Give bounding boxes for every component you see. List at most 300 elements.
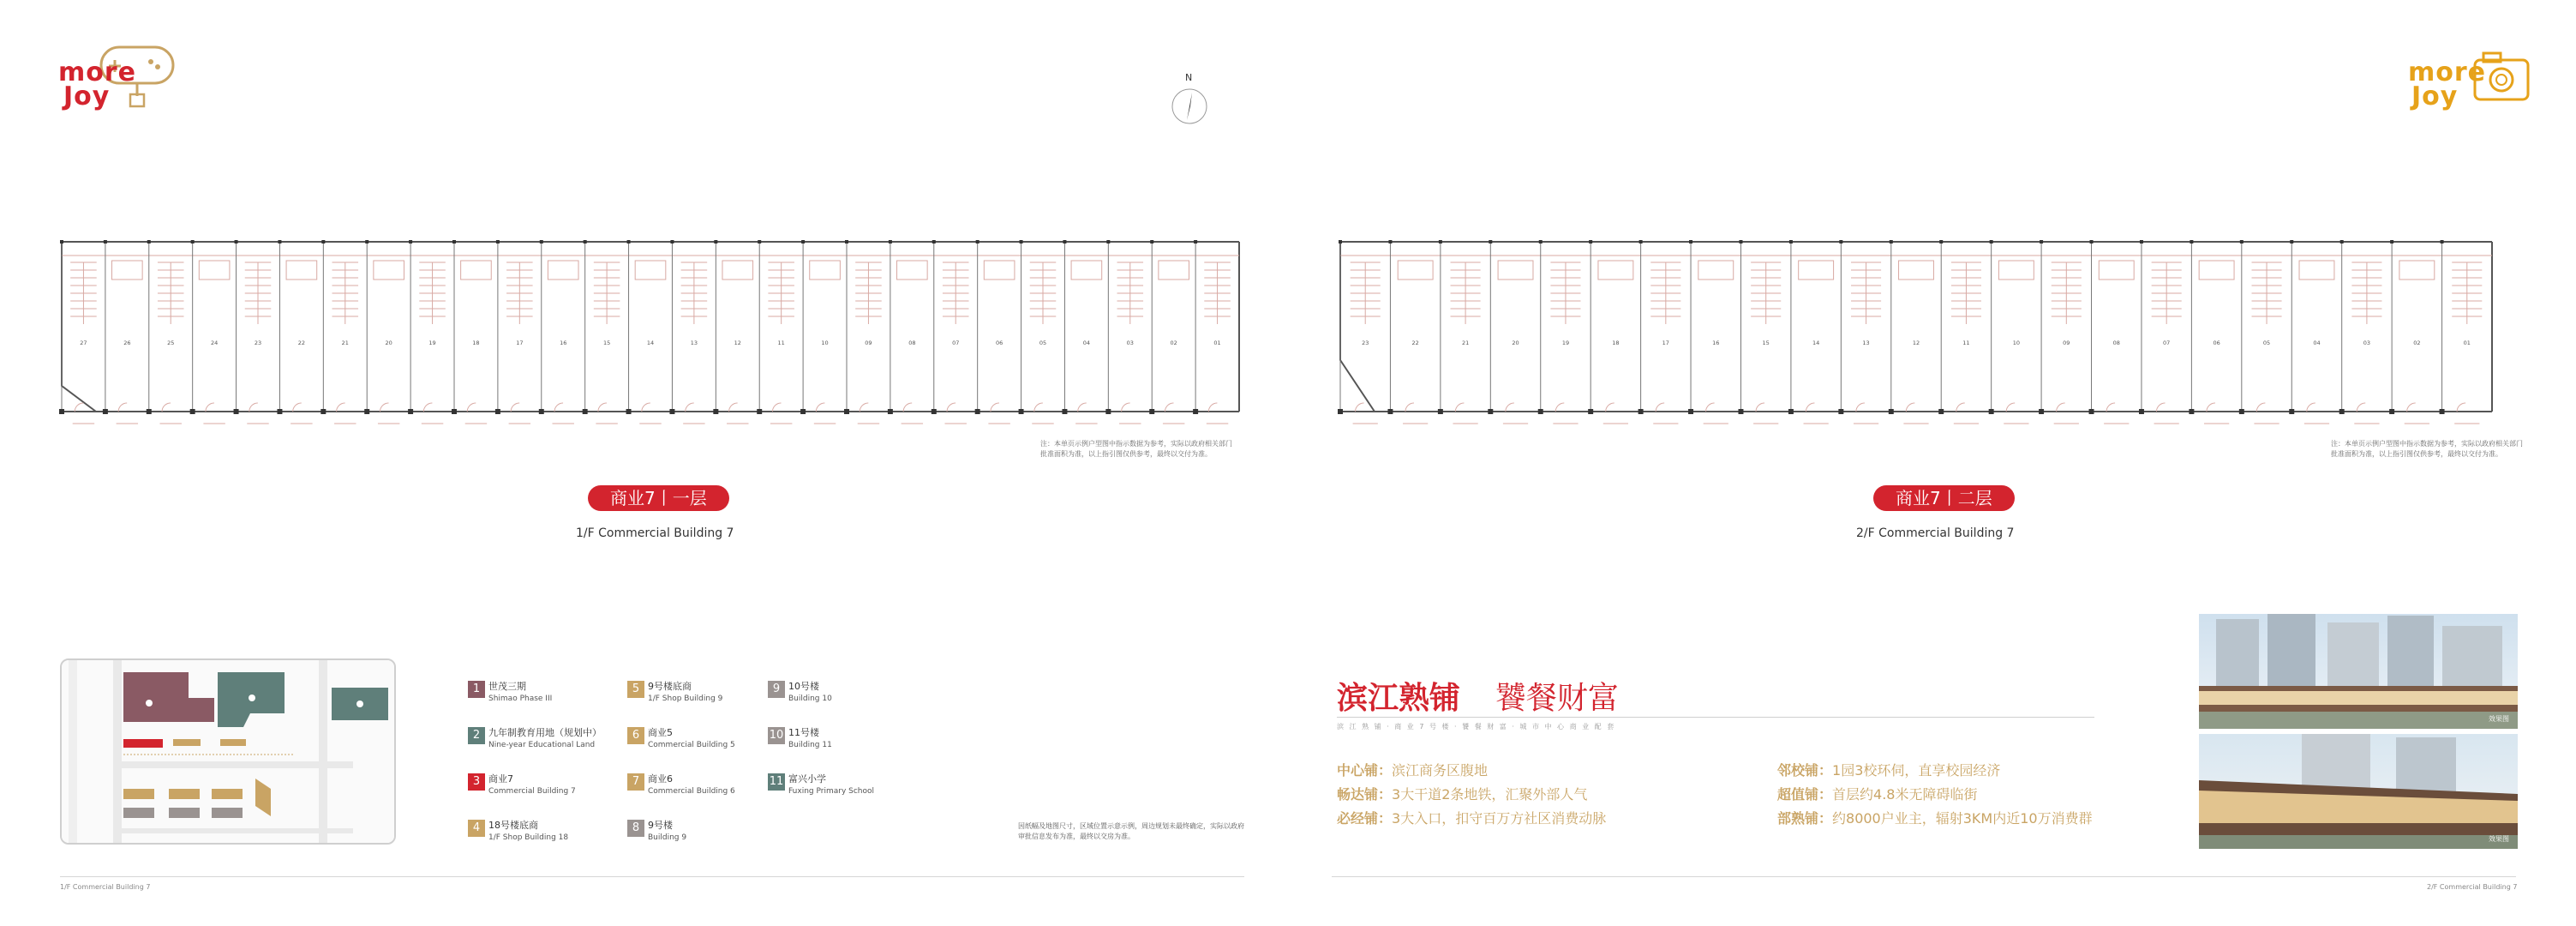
legend-item xyxy=(627,727,782,761)
plan-column xyxy=(1990,240,1993,244)
legend-label-cn: 富兴小学 xyxy=(788,773,826,785)
feature-value: 滨江商务区腹地 xyxy=(1392,762,1489,779)
plan-door-arc xyxy=(1356,403,1364,412)
floor1-badge: 商业7丨一层 xyxy=(588,485,729,511)
plan-door-arc xyxy=(423,403,432,412)
legend-label-en: Shimao Phase III xyxy=(488,694,553,703)
plan-shop-number: 27 xyxy=(80,340,87,346)
plan-fixture xyxy=(635,261,666,280)
plan-shop-number: 20 xyxy=(385,340,392,346)
plan-shop-number: 23 xyxy=(254,340,262,346)
plan-shop-number: 05 xyxy=(2262,340,2271,346)
legend-label-cn: 世茂三期 xyxy=(488,681,526,692)
headline-rest: 饕餐财富 xyxy=(1495,681,1619,716)
plan-shop-number: 02 xyxy=(2413,340,2421,346)
plan-door-arc xyxy=(947,403,956,412)
floor-plan-2f xyxy=(1337,223,2502,429)
plan-door-arc xyxy=(1034,403,1043,412)
plan-door-arc xyxy=(118,403,127,412)
plan-shop-number: 23 xyxy=(1362,340,1369,346)
plan-door-arc xyxy=(1455,403,1464,412)
plan-door-arc xyxy=(772,403,781,412)
plan-column xyxy=(1489,240,1492,244)
plan-column xyxy=(2040,240,2043,244)
plan-door-arc xyxy=(1856,403,1865,412)
legend-label-en: Nine-year Educational Land xyxy=(488,741,596,749)
legend-label-en: Building 10 xyxy=(788,694,832,703)
plan-column xyxy=(495,409,500,414)
plan-shop-number: 08 xyxy=(908,340,916,346)
legend-label-en: 1/F Shop Building 9 xyxy=(648,694,723,703)
plan-door-arc xyxy=(2357,403,2365,412)
legend-item xyxy=(627,820,782,854)
plan-column xyxy=(1789,240,1793,244)
plan-shop-number: 19 xyxy=(428,340,436,346)
plan-wall-left xyxy=(62,242,96,412)
plan-shop-number: 25 xyxy=(167,340,175,346)
plan-column xyxy=(626,409,632,414)
legend-number: 2 xyxy=(468,727,485,744)
plan-column xyxy=(2039,409,2044,414)
plan-door-arc xyxy=(511,403,519,412)
plan-column xyxy=(1338,409,1343,414)
feature-row xyxy=(1777,808,2093,830)
logo-right-line2: Joy xyxy=(2411,81,2459,111)
legend-label-en: Building 9 xyxy=(648,833,687,842)
plan-shop-number: 12 xyxy=(1912,340,1920,346)
plan-door-arc xyxy=(642,403,650,412)
plan-column xyxy=(2339,409,2345,414)
plan-column xyxy=(2340,240,2344,244)
plan-column xyxy=(1062,409,1067,414)
plan-column xyxy=(2440,409,2445,414)
plan-fixture xyxy=(1398,261,1433,280)
plan-shop-number: 04 xyxy=(2313,340,2321,346)
plan-door-arc xyxy=(2407,403,2416,412)
legend-label-en: Building 11 xyxy=(788,741,832,749)
plan-shop-number: 03 xyxy=(1126,340,1134,346)
plan-column xyxy=(801,240,805,244)
plan-door-arc xyxy=(1078,403,1087,412)
plan-column xyxy=(190,409,195,414)
feature-key: 必经铺： xyxy=(1337,810,1393,827)
plan-door-arc xyxy=(337,403,345,412)
floor2-caption: 2/F Commercial Building 7 xyxy=(1856,526,2015,540)
legend-number: 10 xyxy=(768,727,785,744)
feature-key: 畅达铺： xyxy=(1337,786,1393,803)
feature-row xyxy=(1337,808,1606,830)
plan-fixture xyxy=(461,261,492,280)
legend-item xyxy=(468,681,622,715)
plan-fixture xyxy=(1498,261,1533,280)
logo-left-line2: Joy xyxy=(63,81,111,111)
legend-item xyxy=(627,681,782,715)
footer-left: 1/F Commercial Building 7 xyxy=(60,883,151,891)
plan-column xyxy=(1689,240,1692,244)
plan-column xyxy=(2289,409,2294,414)
legend-item xyxy=(768,773,922,808)
plan-shop-number: 22 xyxy=(297,340,306,346)
plan-column xyxy=(1106,240,1110,244)
plan-fixture xyxy=(897,261,928,280)
footer-right: 2/F Commercial Building 7 xyxy=(2427,883,2518,891)
plan-column xyxy=(365,240,368,244)
plan-column xyxy=(1194,240,1197,244)
plan-column xyxy=(496,240,500,244)
feature-key: 部熟铺： xyxy=(1777,810,1833,827)
plan-column xyxy=(2239,409,2244,414)
legend-number: 6 xyxy=(627,727,644,744)
plan-door-arc xyxy=(1956,403,1965,412)
feature-value: 3大入口，扣守百万方社区消费动脉 xyxy=(1392,810,1607,827)
plan-column xyxy=(976,240,979,244)
plan-column xyxy=(1688,409,1693,414)
plan-column xyxy=(409,240,412,244)
floor2-badge: 商业7丨二层 xyxy=(1873,485,2015,511)
legend xyxy=(468,681,982,852)
plan-column xyxy=(1387,409,1393,414)
plan-column xyxy=(1150,240,1153,244)
plan-column xyxy=(1739,240,1742,244)
plan-door-arc xyxy=(729,403,738,412)
plan-fixture xyxy=(810,261,841,280)
plan-column xyxy=(2189,409,2194,414)
plan-column xyxy=(889,240,892,244)
legend-item xyxy=(468,820,622,854)
plan-column xyxy=(408,409,413,414)
plan-column xyxy=(713,409,718,414)
plan-door-arc xyxy=(1656,403,1664,412)
plan-column xyxy=(1538,409,1543,414)
plan-shop-number: 08 xyxy=(2112,340,2120,346)
plan-column xyxy=(1839,240,1842,244)
plan-column xyxy=(1588,409,1593,414)
plan-fixture xyxy=(1159,261,1189,280)
plan-door-arc xyxy=(1606,403,1614,412)
plan-fixture xyxy=(1998,261,2034,280)
plan-column xyxy=(1105,409,1111,414)
plan-column xyxy=(888,409,893,414)
plan-column xyxy=(364,409,369,414)
plan-column xyxy=(975,409,980,414)
plan-fixture xyxy=(1899,261,1934,280)
photo-label-bottom: 效果图 xyxy=(2489,835,2509,843)
plan-column xyxy=(1149,409,1154,414)
plan-column xyxy=(2390,240,2393,244)
plan-column xyxy=(540,240,543,244)
plan-shop-number: 18 xyxy=(472,340,480,346)
plan-fixture xyxy=(1698,261,1734,280)
plan-shop-number: 24 xyxy=(210,340,219,346)
rendering-photo-bottom xyxy=(2199,734,2518,849)
legend-number: 11 xyxy=(768,773,785,791)
plan-fixture xyxy=(374,261,404,280)
plan-door-arc xyxy=(2207,403,2215,412)
plan-shop-number: 06 xyxy=(995,340,1003,346)
feature-key: 邻校铺： xyxy=(1777,762,1833,779)
plan-door-arc xyxy=(903,403,912,412)
plan-fixture xyxy=(1071,261,1102,280)
legend-label-cn: 商业6 xyxy=(648,773,673,785)
compass-label: N xyxy=(1185,72,1193,83)
plan-door-arc xyxy=(1405,403,1414,412)
plan-column xyxy=(2139,409,2144,414)
plan-column xyxy=(670,240,674,244)
plan-door-arc xyxy=(1806,403,1814,412)
plan-door-arc xyxy=(1506,403,1514,412)
plan-column xyxy=(1788,409,1794,414)
legend-item xyxy=(768,681,922,715)
legend-item xyxy=(627,773,782,808)
plan-column xyxy=(1638,409,1644,414)
plan-shop-number: 16 xyxy=(560,340,567,346)
plan-shop-number: 13 xyxy=(690,340,698,346)
plan-column xyxy=(59,409,64,414)
plan-column xyxy=(845,240,848,244)
plan-shop-number: 17 xyxy=(516,340,524,346)
plan-shop-number: 15 xyxy=(602,340,611,346)
plan-shop-number: 21 xyxy=(341,340,349,346)
plan-shop-number: 19 xyxy=(1561,340,1570,346)
map-disclaimer: 因纸幅及地图尺寸，区域位置示意示例，周边规划未最终确定，实际以政府审批信息发布为准，最终以交房为准。 xyxy=(1018,822,1244,840)
tagline: 滨 江 熟 铺 · 商 业 7 号 楼 · 饕 餐 财 富 · 城 市 中 心 商 业 配 套 xyxy=(1337,723,1616,731)
plan-door-arc xyxy=(2457,403,2465,412)
plan-shop-number: 09 xyxy=(865,340,872,346)
headline-rule xyxy=(1337,717,2094,718)
plan-column xyxy=(104,240,107,244)
plan-shop-number: 21 xyxy=(1461,340,1470,346)
rendering-photo-top xyxy=(2199,614,2518,729)
plan-door-arc xyxy=(467,403,476,412)
plan-fixture xyxy=(2099,261,2134,280)
plan-fixture xyxy=(2399,261,2435,280)
legend-item xyxy=(468,773,622,808)
plan-door-arc xyxy=(1165,403,1173,412)
plan-column xyxy=(1020,240,1023,244)
plan-shop-number: 11 xyxy=(1962,340,1970,346)
plan-fixture xyxy=(548,261,578,280)
plan-shop-number: 06 xyxy=(2213,340,2220,346)
plan-shop-number: 03 xyxy=(2363,340,2371,346)
plan-column xyxy=(1539,240,1543,244)
plan-door-arc xyxy=(380,403,388,412)
plan-door-arc xyxy=(2106,403,2115,412)
plan-column xyxy=(191,240,195,244)
building-rendering-bottom xyxy=(2199,734,2518,849)
plan-column xyxy=(2240,240,2244,244)
plan-door-arc xyxy=(2307,403,2315,412)
plan-column xyxy=(2389,409,2394,414)
headline xyxy=(1337,674,1619,718)
legend-number: 4 xyxy=(468,820,485,837)
compass xyxy=(1169,72,1210,134)
plan-column xyxy=(1889,409,1894,414)
legend-label-cn: 18号楼底商 xyxy=(488,820,538,831)
plan-door-arc xyxy=(1122,403,1130,412)
plan-shop-number: 17 xyxy=(1662,340,1669,346)
plan-column xyxy=(2089,409,2094,414)
plan-column xyxy=(583,409,588,414)
plan-shop-number: 11 xyxy=(777,340,785,346)
plan-column xyxy=(452,240,456,244)
plan-door-arc xyxy=(2256,403,2265,412)
footer-rule-right xyxy=(1332,876,2516,877)
legend-label-cn: 商业7 xyxy=(488,773,513,785)
logo-right-line1: more xyxy=(2408,57,2487,87)
legend-label-en: 1/F Shop Building 18 xyxy=(488,833,569,842)
plan-shop-number: 15 xyxy=(1762,340,1770,346)
plan-column xyxy=(1589,240,1592,244)
legend-label-cn: 10号楼 xyxy=(788,681,819,692)
plan-shop-number: 04 xyxy=(1082,340,1091,346)
plan-column xyxy=(932,409,937,414)
feature-row xyxy=(1777,784,1977,806)
logo-left xyxy=(58,43,195,120)
feature-value: 首层约4.8米无障碍临街 xyxy=(1832,786,1978,803)
logo-left-line1: more xyxy=(58,57,137,87)
plan-wall-left xyxy=(1340,242,1375,412)
plan-shop-number: 05 xyxy=(1039,340,1047,346)
plan-column xyxy=(669,409,674,414)
plan-column xyxy=(2441,240,2444,244)
plan-door-arc xyxy=(1706,403,1715,412)
plan-column xyxy=(1193,409,1198,414)
floor1-caption: 1/F Commercial Building 7 xyxy=(576,526,734,540)
feature-row xyxy=(1337,760,1488,782)
site-map-drawing xyxy=(62,660,394,843)
plan-door-arc xyxy=(249,403,258,412)
plan-door-arc xyxy=(1906,403,1914,412)
feature-key: 中心铺： xyxy=(1337,762,1393,779)
floor2-note: 注：本单页示例户型图中指示数据为参考，实际以政府相关部门批准面积为准，以上指引图仅供参考，最终以交付为准。 xyxy=(2331,440,2523,458)
plan-door-arc xyxy=(816,403,824,412)
plan-fixture xyxy=(2299,261,2334,280)
plan-fixture xyxy=(112,261,143,280)
legend-label-cn: 9号楼 xyxy=(648,820,673,831)
plan-fixture xyxy=(2199,261,2234,280)
north-arrow-icon xyxy=(1169,84,1210,132)
plan-column xyxy=(757,409,762,414)
plan-column xyxy=(277,409,282,414)
plan-shop-number: 16 xyxy=(1712,340,1720,346)
plan-door-arc xyxy=(2006,403,2015,412)
headline-bold: 滨江熟铺 xyxy=(1337,680,1461,716)
legend-label-cn: 11号楼 xyxy=(788,727,819,738)
building-rendering-top xyxy=(2199,614,2518,729)
feature-value: 3大干道2条地铁，汇聚外部人气 xyxy=(1392,786,1588,803)
plan-shop-number: 02 xyxy=(1170,340,1177,346)
plan-shop-number: 14 xyxy=(1812,340,1820,346)
plan-column xyxy=(321,409,326,414)
plan-column xyxy=(321,240,325,244)
legend-label-cn: 商业5 xyxy=(648,727,673,738)
plan-door-arc xyxy=(686,403,694,412)
plan-column xyxy=(844,409,849,414)
feature-row xyxy=(1337,784,1587,806)
legend-label-en: Commercial Building 7 xyxy=(488,787,576,796)
plan-fixture xyxy=(984,261,1015,280)
plan-shop-number: 12 xyxy=(734,340,741,346)
plan-column xyxy=(1890,240,1893,244)
plan-fixture xyxy=(199,261,230,280)
plan-column xyxy=(452,409,457,414)
feature-key: 超值铺： xyxy=(1777,786,1833,803)
plan-fixture xyxy=(722,261,753,280)
legend-number: 7 xyxy=(627,773,644,791)
legend-item xyxy=(468,727,622,761)
plan-door-arc xyxy=(75,403,83,412)
legend-number: 8 xyxy=(627,820,644,837)
plan-column xyxy=(147,240,151,244)
plan-column xyxy=(539,409,544,414)
plan-column xyxy=(2290,240,2293,244)
plan-column xyxy=(278,240,281,244)
floor-plan-1f xyxy=(53,223,1253,429)
legend-number: 5 xyxy=(627,681,644,698)
plan-column xyxy=(1439,240,1442,244)
plan-column xyxy=(147,409,152,414)
plan-column xyxy=(1639,240,1643,244)
plan-shop-number: 22 xyxy=(1411,340,1419,346)
plan-shop-number: 01 xyxy=(1213,340,1221,346)
plan-door-arc xyxy=(293,403,302,412)
plan-shop-number: 14 xyxy=(646,340,655,346)
legend-label-en: Commercial Building 6 xyxy=(648,787,735,796)
feature-row xyxy=(1777,760,2000,782)
photo-label-top: 效果图 xyxy=(2489,715,2509,723)
plan-column xyxy=(1019,409,1024,414)
plan-column xyxy=(1989,409,1994,414)
plan-column xyxy=(714,240,717,244)
plan-door-arc xyxy=(1555,403,1564,412)
plan-shop-number: 26 xyxy=(123,340,131,346)
plan-column xyxy=(1838,409,1843,414)
plan-door-arc xyxy=(860,403,868,412)
plan-shop-number: 07 xyxy=(2163,340,2171,346)
plan-shop-number: 07 xyxy=(952,340,960,346)
feature-value: 1园3校环伺，直享校园经济 xyxy=(1832,762,2001,779)
plan-column xyxy=(2190,240,2193,244)
plan-column xyxy=(758,240,761,244)
plan-fixture xyxy=(286,261,317,280)
plan-door-arc xyxy=(554,403,563,412)
legend-label-cn: 九年制教育用地（规划中） xyxy=(488,727,602,738)
plan-column xyxy=(1339,240,1342,244)
plan-fixture xyxy=(1799,261,1834,280)
feature-value: 约8000户业主，辐射3KM内近10万消费群 xyxy=(1832,810,2093,827)
plan-column xyxy=(932,240,936,244)
plan-column xyxy=(627,240,631,244)
plan-door-arc xyxy=(991,403,999,412)
plan-column xyxy=(1488,409,1493,414)
legend-number: 9 xyxy=(768,681,785,698)
floor1-note: 注：本单页示例户型图中指示数据为参考，实际以政府相关部门批准面积为准，以上指引图仅供参考，最终以交付为准。 xyxy=(1040,440,1232,458)
plan-column xyxy=(60,240,63,244)
plan-shop-number: 10 xyxy=(821,340,829,346)
plan-shop-number: 10 xyxy=(2012,340,2021,346)
plan-column xyxy=(1438,409,1443,414)
plan-shop-number: 13 xyxy=(1862,340,1870,346)
plan-column xyxy=(2140,240,2143,244)
plan-shop-number: 01 xyxy=(2463,340,2471,346)
plan-shop-number: 20 xyxy=(1512,340,1519,346)
plan-door-arc xyxy=(598,403,607,412)
legend-label-en: Fuxing Primary School xyxy=(788,787,875,796)
plan-column xyxy=(584,240,587,244)
plan-door-arc xyxy=(2156,403,2165,412)
plan-column xyxy=(1388,240,1392,244)
plan-column xyxy=(234,409,239,414)
